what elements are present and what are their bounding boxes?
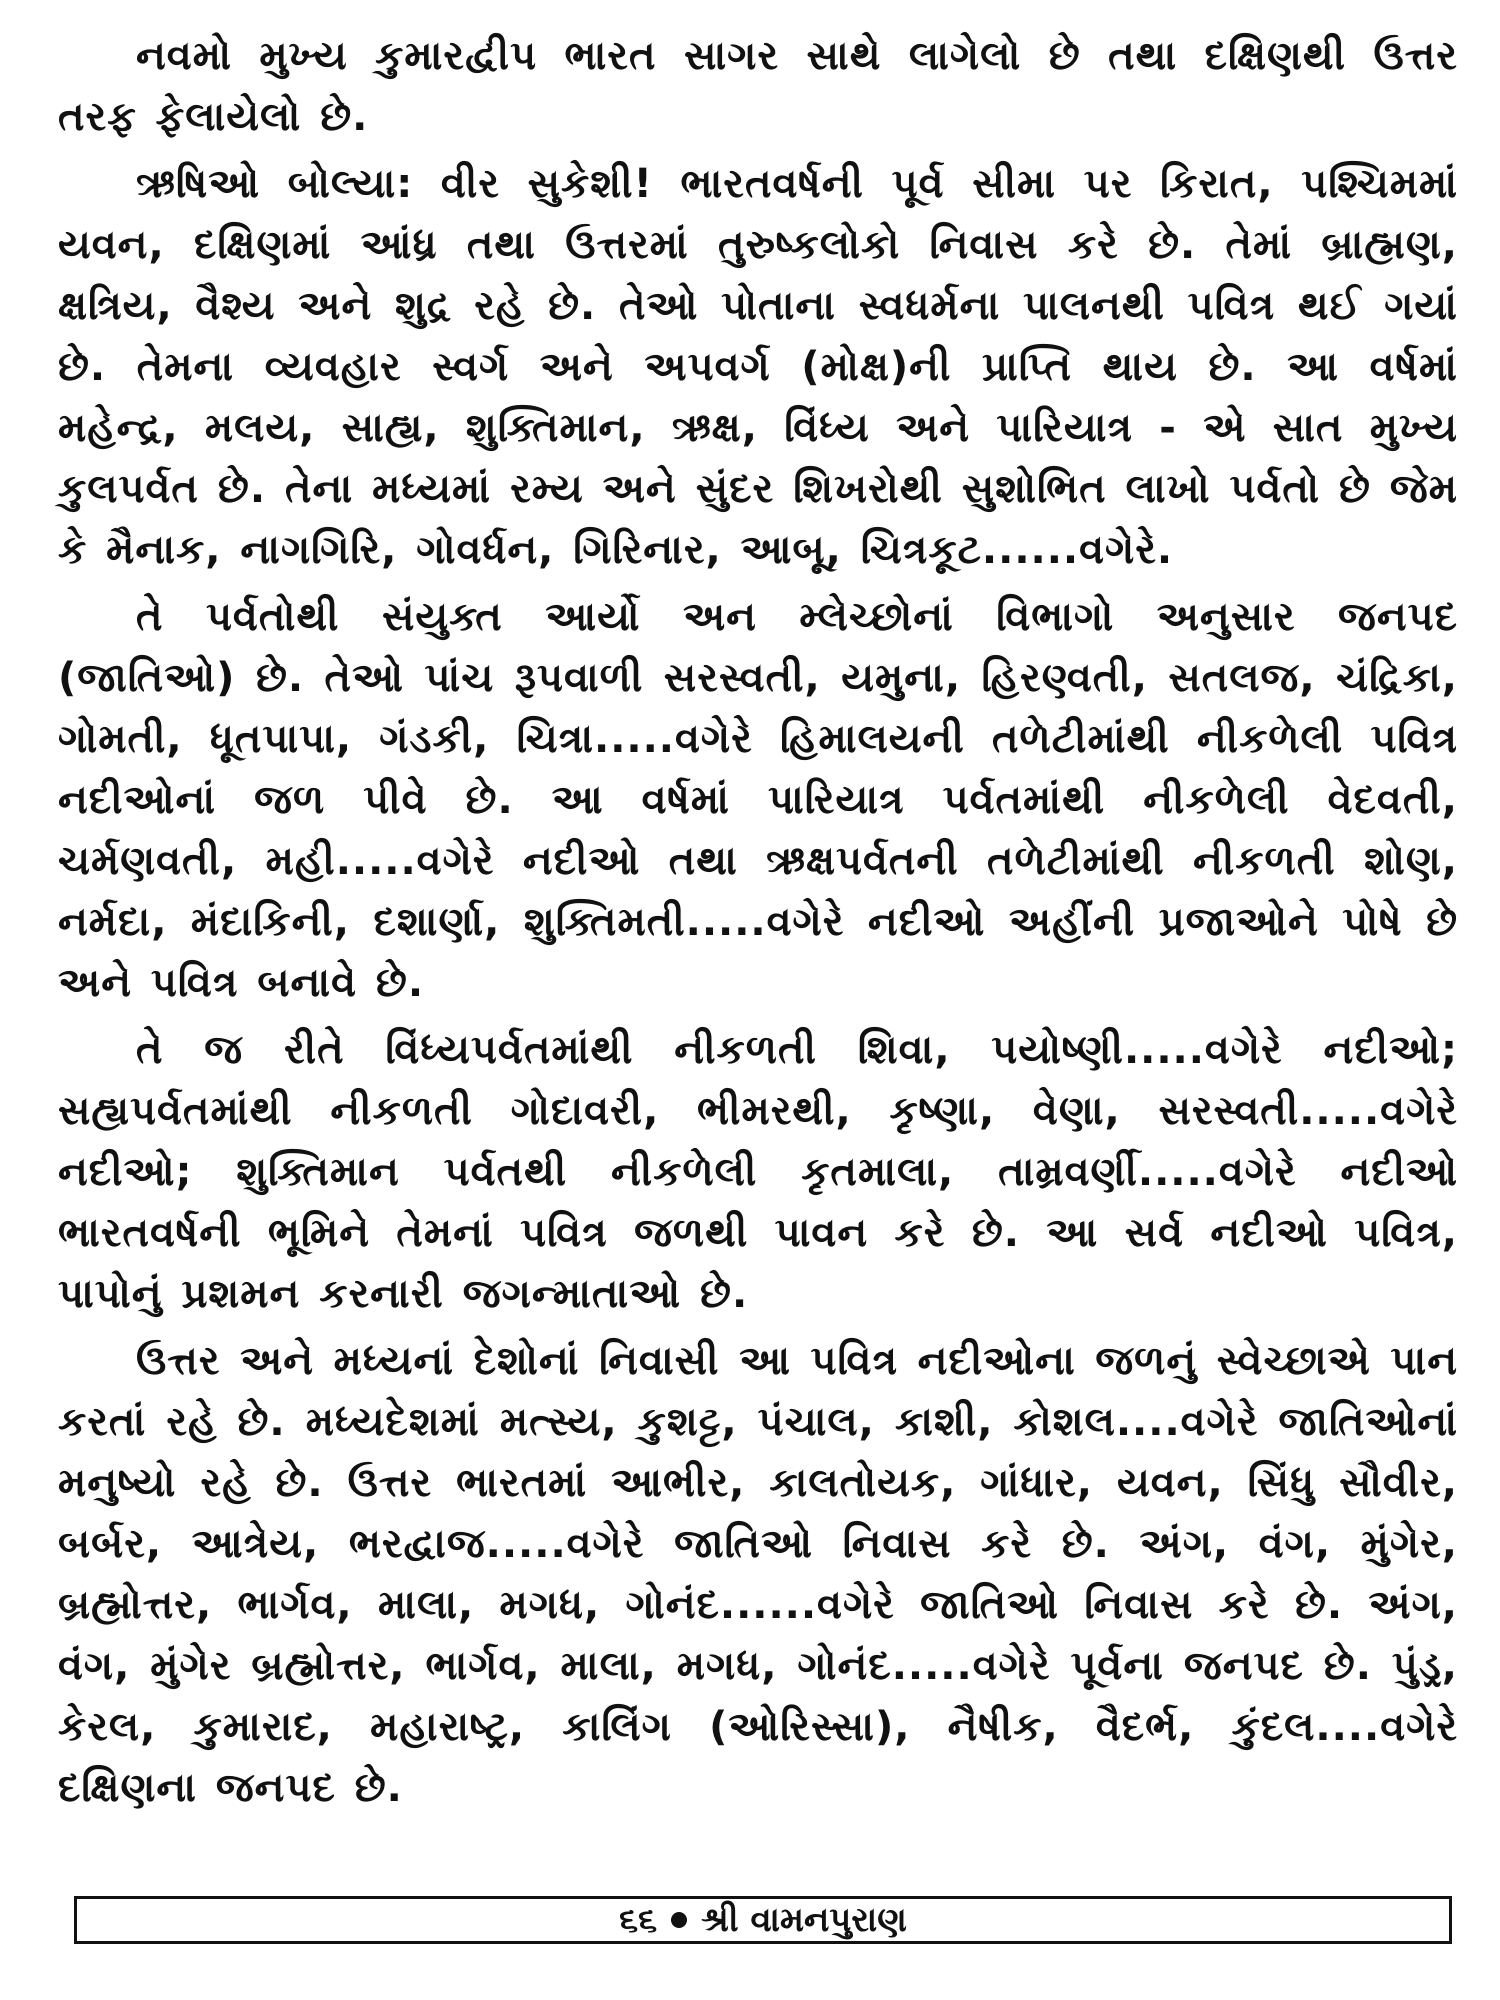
page-body (58, 26, 1458, 1825)
paragraph-3: તે પર્વતોથી સંયુક્ત આર્યો અન મ્લેચ્છોનાં વિભાગો અનુસાર જનપદ (જાતિઓ) છે. તેઓ પાંચ રૂપવાળી સરસ્વતી, યમુના, હિરણ્વતી, સતલજ, ચંદ્રિકા, ગોમતી, ધૂતપાપા, ગંડકી, ચિત્રા.....વગેરે હિમાલયની તળેટીમાંથી નીકળેલી પવિત્ર નદીઓનાં જળ પીવે છે. આ વર્ષમાં પારિયાત્ર પર્વતમાંથી નીકળેલી વેદવતી, ચર્મણવતી, મહી.....વગેરે નદીઓ તથા ઋક્ષપર્વતની તળેટીમાંથી નીકળતી શોણ, નર્મદા, મંદાકિની, દશાર્ણા, શુક્તિમતી.....વગેરે નદીઓ અહીંની પ્રજાઓને પોષે છે અને પવિત્ર બનાવે છે. (58, 594, 1458, 1006)
book-title: શ્રી વામનપુરાણ (701, 1900, 907, 1940)
paragraph-5: ઉત્તર અને મધ્યનાં દેશોનાં નિવાસી આ પવિત્ર નદીઓના જળનું સ્વેચ્છાએ પાન કરતાં રહે છે. મધ્યદેશમાં મત્સ્ય, કુશટ્ટ, પંચાલ, કાશી, કોશલ....વગેરે જાતિઓનાં મનુષ્યો રહે છે. ઉત્તર ભારતમાં આભીર, કાલતોયક, ગાંધાર, યવન, સિંધુ સૌવીર, બર્બર, આત્રેય, ભરદ્વાજ.....વગેરે જાતિઓ નિવાસ કરે છે. અંગ, વંગ, મુંગેર, બ્રહ્મોત્તર, ભાર્ગવ, માલા, મગધ, ગોનંદ......વગેરે જાતિઓ નિવાસ કરે છે. અંગ, વંગ, મુંગેર બ્રહ્મોત્તર, ભાર્ગવ, માલા, મગધ, ગોનંદ.....વગેરે પૂર્વના જનપદ છે. પુંડ્ર, કેરલ, કુમારાદ, મહારાષ્ટ્ર, કાલિંગ (ઓરિસ્સા), નૈષીક, વૈદર્ભ, કુંદલ....વગેરે દક્ષિણના જનપદ છે. (58, 1338, 1458, 1811)
paragraph-1: નવમો મુખ્ય કુમારદ્વીપ ભારત સાગર સાથે લાગેલો છે તથા દક્ષિણથી ઉત્તર તરફ ફેલાયેલો છે. (58, 33, 1458, 140)
page-number: ૬૬ (619, 1900, 658, 1940)
page-footer (74, 1896, 1452, 1944)
paragraph-2: ઋષિઓ બોલ્યા: વીર સુકેશી! ભારતવર્ષની પૂર્વ સીમા પર કિરાત, પશ્ચિમમાં યવન, દક્ષિણમાં આંધ્ર તથા ઉત્તરમાં તુરુષ્કલોકો નિવાસ કરે છે. તેમાં બ્રાહ્મણ, ક્ષત્રિય, વૈશ્ય અને શુદ્ર રહે છે. તેઓ પોતાના સ્વધર્મના પાલનથી પવિત્ર થઈ ગયાં છે. તેમના વ્યવહાર સ્વર્ગ અને અપવર્ગ (મોક્ષ)ની પ્રાપ્તિ થાય છે. આ વર્ષમાં મહેન્દ્ર, મલય, સાહ્ય, શુક્તિમાન, ઋક્ષ, વિંધ્ય અને પારિયાત્ર - એ સાત મુખ્ય કુલપર્વત છે. તેના મધ્યમાં રમ્ય અને સુંદર શિખરોથી સુશોભિત લાખો પર્વતો છે જેમ કે મૈનાક, નાગગિરિ, ગોવર્ધન, ગિરિનાર, આબૂ, ચિત્રકૂટ......વગેરે. (58, 161, 1458, 573)
paragraph-4: તે જ રીતે વિંધ્યપર્વતમાંથી નીકળતી શિવા, પયોષ્ણી.....વગેરે નદીઓ; સહ્યપર્વતમાંથી નીકળતી ગોદાવરી, ભીમરથી, કૃષ્ણા, વેણા, સરસ્વતી.....વગેરે નદીઓ; શુક્તિમાન પર્વતથી નીકળેલી કૃતમાલા, તામ્રવર્ણી.....વગેરે નદીઓ ભારતવર્ષની ભૂમિને તેમનાં પવિત્ર જળથી પાવન કરે છે. આ સર્વ નદીઓ પવિત્ર, પાપોનું પ્રશમન કરનારી જગન્માતાઓ છે. (58, 1027, 1458, 1317)
bullet-icon (671, 1912, 687, 1928)
